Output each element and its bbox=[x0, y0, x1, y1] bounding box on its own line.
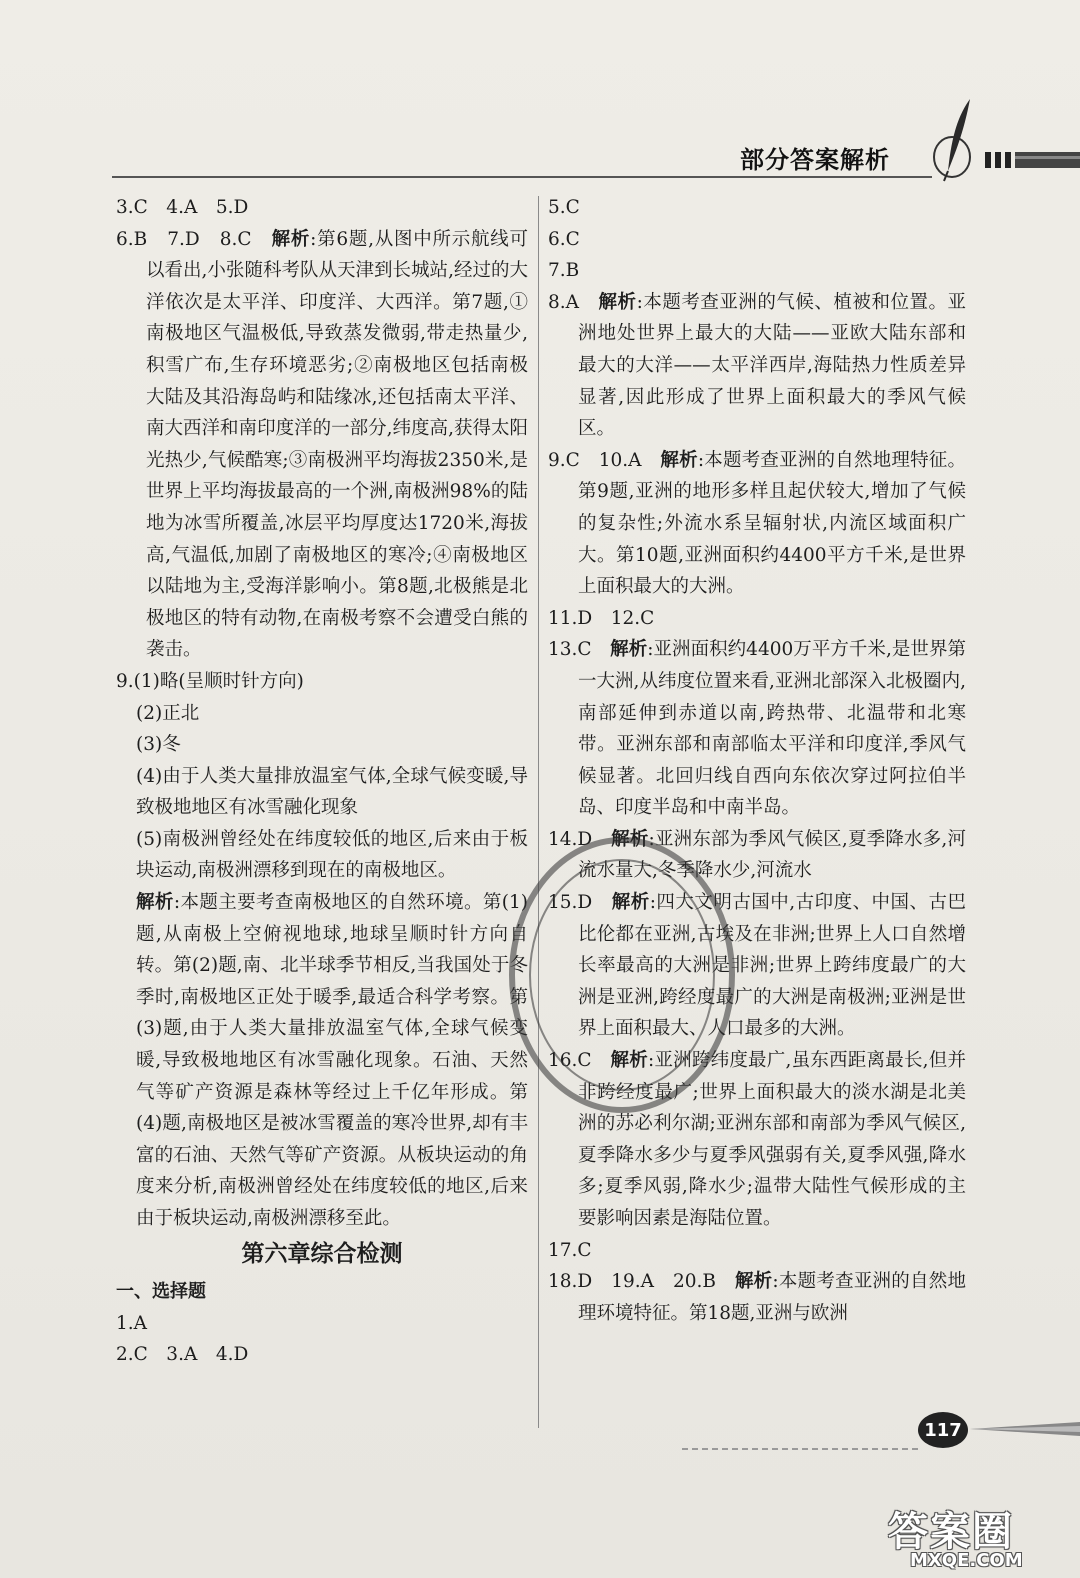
analysis-keyword: 解析 bbox=[598, 291, 637, 313]
answer-item: 14.D 解析:亚洲东部为季风气候区,夏季降水多,河流水量大,冬季降水少,河流水 bbox=[548, 828, 966, 882]
analysis-keyword: 解析 bbox=[271, 228, 311, 250]
answer-item: 9.C 10.A 解析:本题考查亚洲的自然地理特征。第9题,亚洲的地形多样且起伏较大,增加了气候的复杂性;外流水系呈辐射状,内流区域面积广大。第10题,亚洲面积约4400平方千米,是世界上面积最大的大洲。 bbox=[548, 449, 966, 598]
answer-item: 7.B bbox=[548, 260, 580, 282]
section-title: 第六章综合检测 bbox=[241, 1240, 403, 1267]
answer-item: (2)正北 bbox=[136, 702, 200, 724]
right-answer-list bbox=[548, 192, 966, 1329]
answer-item: 15.D 解析:四大文明古国中,古印度、中国、古巴比伦都在亚洲,古埃及在非洲;世界上人口自然增长率最高的大洲是非洲;世界上跨纬度最广的大洲是亚洲,跨经度最广的大洲是南极洲;亚洲是世界上面积最大、人口最多的大洲。 bbox=[548, 892, 966, 1040]
answer-item: 1.A bbox=[116, 1312, 148, 1334]
column-divider bbox=[538, 196, 539, 1428]
left-tail-list bbox=[116, 1308, 528, 1371]
answer-item: 16.C 解析:亚洲跨纬度最广,虽东西距离最长,但并非跨经度最广;世界上面积最大的淡水湖是北美洲的苏必利尔湖;亚洲东部和南部为季风气候区,夏季降水多少与夏季风强弱有关,夏季风强,降水多;夏季风弱,降水少;温带大陆性气候形成的主要影响因素是海陆位置。 bbox=[548, 1050, 966, 1229]
header-bars-decoration bbox=[985, 148, 1080, 172]
answer-item: 解析:本题主要考查南极地区的自然环境。第(1)题,从南极上空俯视地球,地球呈顺时针方向自转。第(2)题,南、北半球季节相反,当我国处于冬季时,南极地区正处于暖季,最适合科学考察。第(3)题,由于人类大量排放温室气体,全球气候变暖,导致极地地区有冰雪融化现象。石油、天然气等矿产资源是森林等经过上千亿年形成。第(4)题,南极地区是被冰雪覆盖的寒冷世界,却有丰富的石油、天然气等矿产资源。从板块运动的角度来分析,南极洲曾经处在纬度较低的地区,后来由于板块运动,南极洲漂移至此。 bbox=[136, 892, 528, 1229]
answer-item: 5.C bbox=[548, 197, 580, 218]
section-subhead: 一、选择题 bbox=[116, 1281, 206, 1303]
answer-item: 6.C bbox=[548, 228, 580, 250]
left-column bbox=[116, 192, 528, 1371]
left-answer-list bbox=[116, 192, 528, 1235]
analysis-keyword: 解析 bbox=[610, 639, 648, 661]
analysis-keyword: 解析 bbox=[611, 892, 650, 914]
corner-watermark bbox=[880, 1500, 1080, 1578]
analysis-keyword: 解析 bbox=[660, 449, 698, 471]
analysis-keyword: 解析 bbox=[734, 1271, 773, 1293]
answer-item: 8.A 解析:本题考查亚洲的气候、植被和位置。亚洲地处世界上最大的大陆——亚欧大陆东部和最大的大洋——太平洋西岸,海陆热力性质差异显著,因此形成了世界上面积最大的季风气候区。 bbox=[548, 291, 966, 440]
header-rule bbox=[112, 176, 932, 178]
answer-item: 13.C 解析:亚洲面积约4400万平方千米,是世界第一大洲,从纬度位置来看,亚洲北部深入北极圈内,南部延伸到赤道以南,跨热带、北温带和北寒带。亚洲东部和南部临太平洋和印度洋,季风气候显著。北回归线自西向东依次穿过阿拉伯半岛、印度半岛和中南半岛。 bbox=[548, 639, 966, 819]
answer-item: 3.C 4.A 5.D bbox=[116, 197, 249, 218]
feather-icon bbox=[930, 95, 980, 185]
answer-item: (3)冬 bbox=[136, 734, 181, 756]
answer-item: 11.D 12.C bbox=[548, 607, 655, 629]
answer-item: 2.C 3.A 4.D bbox=[116, 1344, 249, 1366]
analysis-keyword: 解析 bbox=[610, 1050, 648, 1072]
answer-item: (5)南极洲曾经处在纬度较低的地区,后来由于板块运动,南极洲漂移到现在的南极地区。 bbox=[136, 828, 528, 882]
corner-watermark-title: 答案圈 bbox=[888, 1509, 1014, 1555]
answer-item: 18.D 19.A 20.B 解析:本题考查亚洲的自然地理环境特征。第18题,亚洲与欧洲 bbox=[548, 1271, 966, 1324]
footer-bars-decoration bbox=[970, 1420, 1080, 1438]
answer-item: 9.(1)略(呈顺时针方向) bbox=[116, 670, 304, 692]
analysis-keyword: 解析 bbox=[611, 828, 649, 850]
header-title: 部分答案解析 bbox=[740, 146, 890, 174]
answer-item: (4)由于人类大量排放温室气体,全球气候变暖,导致极地地区有冰雪融化现象 bbox=[136, 765, 528, 819]
corner-watermark-url: MXQE.COM bbox=[910, 1550, 1023, 1571]
answer-item: 6.B 7.D 8.C 解析:第6题,从图中所示航线可以看出,小张随科考队从天津到长城站,经过的大洋依次是太平洋、印度洋、大西洋。第7题,①南极地区气温极低,导致蒸发微弱,带走热量少,积雪广布,生存环境恶劣;②南极地区包括南极大陆及其沿海岛屿和陆缘冰,还包括南太平洋、南大西洋和南印度洋的一部分,纬度高,获得太阳光热少,气候酷寒;③南极洲平均海拔2350米,是世界上平均海拔最高的一个洲,南极洲98%的陆地为冰雪所覆盖,冰层平均厚度达1720米,海拔高,气温低,加剧了南极地区的寒冷;④南极地区以陆地为主,受海洋影响小。第8题,北极熊是北极地区的特有动物,在南极考察不会遭受白熊的袭击。 bbox=[116, 228, 528, 661]
footer-dashed-rule bbox=[682, 1448, 918, 1450]
answer-item: 17.C bbox=[548, 1239, 592, 1261]
page-number-badge: 117 bbox=[918, 1412, 968, 1448]
analysis-keyword: 解析 bbox=[136, 892, 174, 914]
right-column bbox=[548, 192, 966, 1329]
